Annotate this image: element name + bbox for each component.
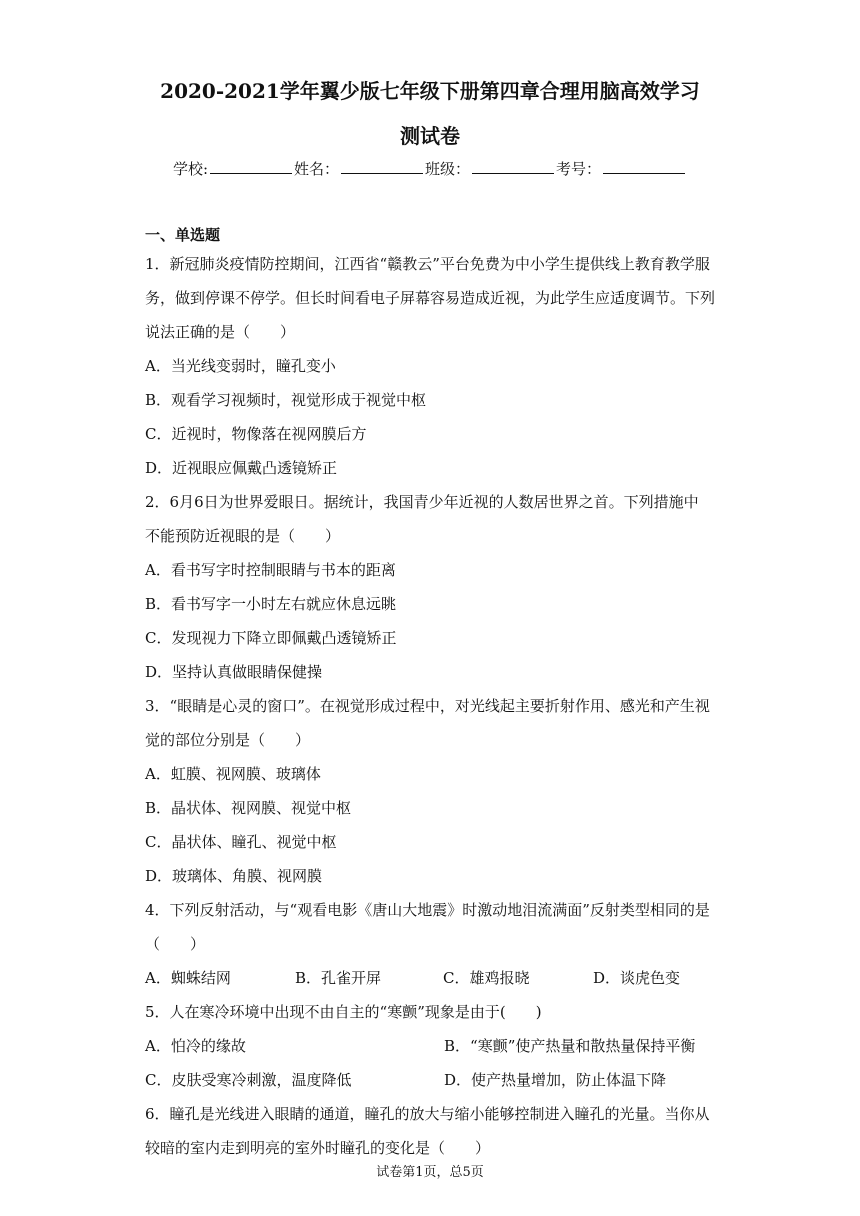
- q2-option-a: A．看书写字时控制眼睛与书本的距离: [145, 561, 396, 579]
- q4-option-a: A．蜘蛛结网: [145, 969, 231, 987]
- q5-option-b: B．“寒颤”使产热量和散热量保持平衡: [444, 1037, 696, 1055]
- student-info-row: [0, 158, 860, 179]
- page-footer: 试卷第1页，总5页: [376, 1165, 484, 1180]
- name-blank: [341, 158, 423, 174]
- q2-option-c: C．发现视力下降立即佩戴凸透镜矫正: [145, 629, 397, 647]
- q4-stem-line2: （ ）: [145, 935, 206, 953]
- q3-option-d: D．玻璃体、角膜、视网膜: [145, 867, 323, 885]
- school-blank: [210, 158, 292, 174]
- q1-stem-line3: 说法正确的是（ ）: [145, 323, 296, 341]
- q1-stem-line2: 务，做到停课不停学。但长时间看电子屏幕容易造成近视，为此学生应适度调节。下列: [145, 289, 716, 307]
- q4-option-d: D．谈虎色变: [593, 969, 681, 987]
- q3-option-a: A．虹膜、视网膜、玻璃体: [145, 765, 321, 783]
- q1-stem-line1: 1．新冠肺炎疫情防控期间，江西省“赣教云”平台免费为中小学生提供线上教育教学服: [145, 255, 710, 273]
- q2-option-d: D．坚持认真做眼睛保健操: [145, 663, 323, 681]
- exam-no-blank: [603, 158, 685, 174]
- class-label: 班级：: [425, 160, 471, 178]
- q6-stem-line2: 较暗的室内走到明亮的室外时瞳孔的变化是（ ）: [145, 1139, 491, 1157]
- exam-title-line1: 2020-2021学年翼少版七年级下册第四章合理用脑高效学习: [160, 79, 700, 103]
- exam-title-line2: 测试卷: [400, 124, 460, 148]
- q3-stem-line1: 3．“眼睛是心灵的窗口”。在视觉形成过程中，对光线起主要折射作用、感光和产生视: [145, 697, 710, 715]
- q6-stem-line1: 6．瞳孔是光线进入眼睛的通道，瞳孔的放大与缩小能够控制进入瞳孔的光量。当你从: [145, 1105, 710, 1123]
- q5-stem-line1: 5．人在寒冷环境中出现不由自主的“寒颤”现象是由于( ): [145, 1003, 542, 1021]
- school-label: 学校:: [172, 160, 208, 178]
- q3-stem-line2: 觉的部位分别是（ ）: [145, 731, 311, 749]
- q3-option-b: B．晶状体、视网膜、视觉中枢: [145, 799, 352, 817]
- q4-stem-line1: 4．下列反射活动，与“观看电影《唐山大地震》时激动地泪流满面”反射类型相同的是: [145, 901, 710, 919]
- name-label: 姓名：: [294, 160, 340, 178]
- section-title: 一、单选题: [145, 226, 221, 244]
- q5-option-a: A．怕冷的缘故: [145, 1037, 246, 1055]
- q5-option-d: D．使产热量增加，防止体温下降: [444, 1071, 667, 1089]
- q1-option-c: C．近视时，物像落在视网膜后方: [145, 425, 367, 443]
- q1-option-a: A．当光线变弱时，瞳孔变小: [145, 357, 336, 375]
- q5-option-c: C．皮肤受寒冷刺激，温度降低: [145, 1071, 352, 1089]
- class-blank: [472, 158, 554, 174]
- q4-option-b: B．孔雀开屏: [295, 969, 382, 987]
- q2-stem-line2: 不能预防近视眼的是（ ）: [145, 527, 341, 545]
- q1-option-d: D．近视眼应佩戴凸透镜矫正: [145, 459, 338, 477]
- q4-option-c: C．雄鸡报晓: [443, 969, 530, 987]
- q2-option-b: B．看书写字一小时左右就应休息远眺: [145, 595, 397, 613]
- exam-no-label: 考号：: [556, 160, 602, 178]
- q3-option-c: C．晶状体、瞳孔、视觉中枢: [145, 833, 337, 851]
- q4-options-row: [145, 967, 705, 987]
- q2-stem-line1: 2．6月6日为世界爱眼日。据统计，我国青少年近视的人数居世界之首。下列措施中: [145, 493, 699, 511]
- q1-option-b: B．观看学习视频时，视觉形成于视觉中枢: [145, 391, 427, 409]
